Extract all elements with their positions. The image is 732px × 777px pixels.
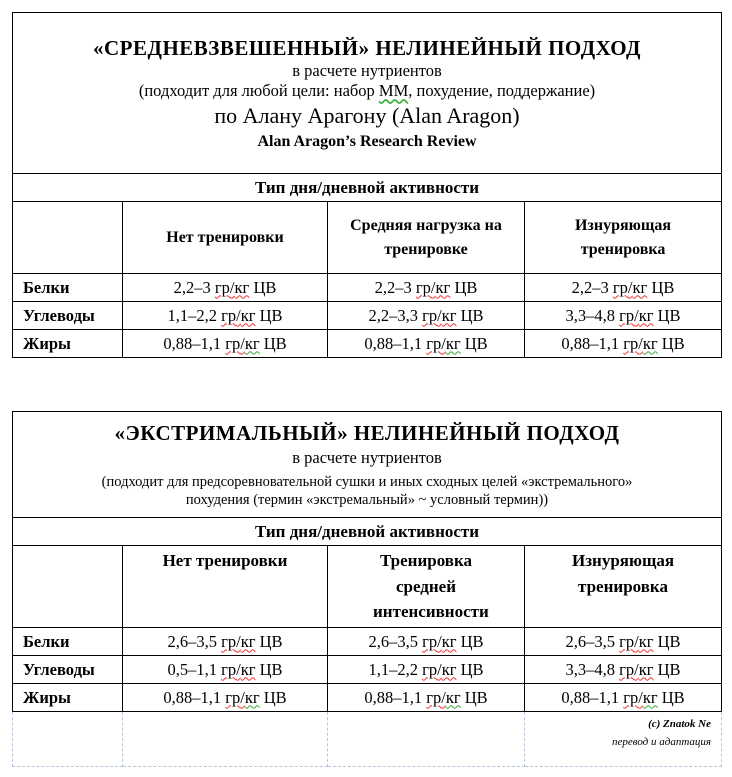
table-average-approach [12, 12, 722, 358]
table2-col-exhausting: Изнуряющая тренировка [525, 546, 722, 628]
table-row [13, 274, 722, 302]
table2-subtitle: в расчете нутриентов [292, 448, 442, 468]
footer-empty-cell [13, 712, 123, 767]
table1-subtitle: в расчете нутриентов [292, 60, 442, 80]
table-row [13, 302, 722, 330]
table1-header [13, 13, 722, 174]
table-row [13, 628, 722, 656]
table1-cell: 0,88–1,1 гр/кг ЦВ [328, 330, 525, 358]
table2-cell: 2,6–3,5 гр/кг ЦВ [123, 628, 328, 656]
table1-col-no-training: Нет тренировки [123, 202, 328, 274]
footer-empty-cell [328, 712, 525, 767]
table1-purpose: (подходит для любой цели: набор ММ, похудение, поддержание) [138, 81, 596, 101]
table2-row-label-protein: Белки [13, 628, 123, 656]
table2-row-label-fats: Жиры [13, 684, 123, 712]
table1-title: «СРЕДНЕВЗВЕШЕННЫЙ» НЕЛИНЕЙНЫЙ ПОДХОД [93, 35, 642, 60]
table2-row-label-carbs: Углеводы [13, 656, 123, 684]
table2-cell: 0,88–1,1 гр/кг ЦВ [525, 684, 722, 712]
table1-author: по Алану Арагону (Alan Aragon) [214, 103, 520, 128]
table1-cell: 0,88–1,1 гр/кг ЦВ [525, 330, 722, 358]
table1-row-label-fats: Жиры [13, 330, 123, 358]
footer-empty-cell [123, 712, 328, 767]
table-row [13, 684, 722, 712]
table2-cell: 0,88–1,1 гр/кг ЦВ [328, 684, 525, 712]
credit-cell [525, 712, 722, 767]
table2-cell: 3,3–4,8 гр/кг ЦВ [525, 656, 722, 684]
table-row [13, 656, 722, 684]
table2-cell: 0,88–1,1 гр/кг ЦВ [123, 684, 328, 712]
table1-cell: 1,1–2,2 гр/кг ЦВ [123, 302, 328, 330]
table2-cell: 2,6–3,5 гр/кг ЦВ [525, 628, 722, 656]
table2-title: «ЭКСТРИМАЛЬНЫЙ» НЕЛИНЕЙНЫЙ ПОДХОД [114, 420, 620, 445]
table2-corner-cell [13, 546, 123, 628]
credit-author: (c) Znatok Ne [648, 718, 712, 730]
table1-cell: 3,3–4,8 гр/кг ЦВ [525, 302, 722, 330]
table1-col-exhausting: Изнуряющая тренировка [525, 202, 722, 274]
table1-cell: 0,88–1,1 гр/кг ЦВ [123, 330, 328, 358]
footer-row [13, 712, 722, 767]
table1-activity-header: Тип дня/дневной активности [13, 174, 722, 202]
table1-cell: 2,2–3,3 гр/кг ЦВ [328, 302, 525, 330]
table2-purpose: (подходит для предсоревновательной сушки и иных сходных целей «экстремального» [101, 473, 633, 490]
table1-corner-cell [13, 202, 123, 274]
table2-cell: 1,1–2,2 гр/кг ЦВ [328, 656, 525, 684]
table2-purpose-2: похудения (термин «экстремальный» ~ условный термин)) [185, 491, 549, 508]
table1-cell: 2,2–3 гр/кг ЦВ [328, 274, 525, 302]
table-extreme-approach [12, 411, 722, 767]
table1-row-label-protein: Белки [13, 274, 123, 302]
table2-header [13, 412, 722, 518]
credit-note: перевод и адаптация [611, 735, 712, 748]
table2-col-medium: Тренировка средней интенсивности [328, 546, 525, 628]
table2-activity-header: Тип дня/дневной активности [13, 518, 722, 546]
table1-cell: 2,2–3 гр/кг ЦВ [123, 274, 328, 302]
table2-col-no-training: Нет тренировки [123, 546, 328, 628]
table-row [13, 330, 722, 358]
table1-row-label-carbs: Углеводы [13, 302, 123, 330]
table1-cell: 2,2–3 гр/кг ЦВ [525, 274, 722, 302]
table2-cell: 2,6–3,5 гр/кг ЦВ [328, 628, 525, 656]
table2-cell: 0,5–1,1 гр/кг ЦВ [123, 656, 328, 684]
table1-source: Alan Aragon’s Research Review [257, 132, 477, 150]
table1-col-medium: Средняя нагрузка на тренировке [328, 202, 525, 274]
